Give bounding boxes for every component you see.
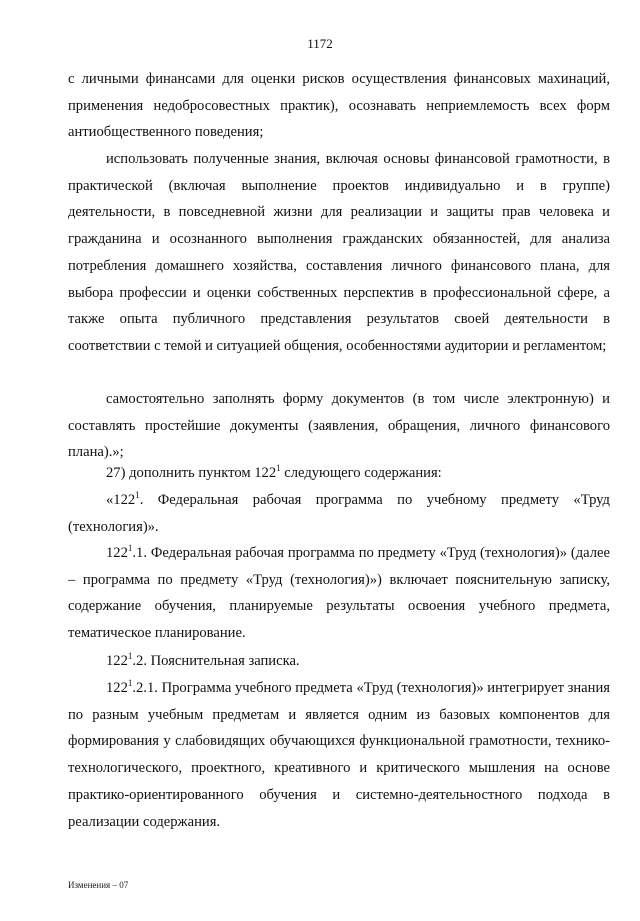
- paragraph-1: с личными финансами для оценки рисков осуществления финансовых махинаций, применения недобросовестных практик), осознавать неприемлемость всех форм антиобщественного поведения;: [68, 71, 610, 141]
- paragraph-3: самостоятельно заполнять форму документов (в том числе электронную) и составлять простейшие документы (заявления, обращения, личного финансового плана).»;: [68, 391, 610, 461]
- text-segment: .2. Пояснительная записка.: [132, 653, 300, 669]
- text-segment: 27) дополнить пунктом 122: [106, 465, 277, 481]
- text-segment: следующего содержания:: [280, 465, 442, 481]
- superscript: 1: [127, 678, 133, 689]
- paragraph-section-title: [68, 487, 610, 540]
- text-segment: 122: [106, 653, 128, 669]
- paragraph-2: использовать полученные знания, включая основы финансовой грамотности, в практической (включая выполнение проектов индивидуально и в группе) деятельности, в повседневной жизни для реализации и защиты прав человека и гражданина и осознанного выполнения гражданских обязанностей, для анализа потребления домашнего хозяйства, составления личного финансового плана, для выбора профессии и оценки собственных перспектив в профессиональной сфере, а также опыта публичного представления результатов своей деятельности в соответствии с темой и ситуацией общения, особенностями аудитории и регламентом;: [68, 151, 610, 354]
- page-number: 1172: [307, 36, 333, 51]
- paragraph-section-2-1: [68, 675, 610, 835]
- superscript: 1: [276, 463, 281, 474]
- paragraph-section-2: [68, 648, 610, 675]
- text-segment: 122: [106, 545, 128, 561]
- text-segment: «122: [106, 492, 136, 508]
- text-segment: . Федеральная рабочая программа по учебному предмету «Труд (технология)».: [68, 492, 610, 535]
- superscript: 1: [127, 543, 133, 554]
- paragraph-amendment-27: [68, 460, 610, 487]
- footer-revision: Изменения – 07: [68, 880, 129, 890]
- superscript: 1: [135, 490, 140, 501]
- superscript: 1: [127, 651, 133, 662]
- paragraph-section-1: [68, 540, 610, 647]
- text-segment: .1. Федеральная рабочая программа по предмету «Труд (технология)» (далее – программа по предмету «Труд (технология)») включает пояснительную записку, содержание обучения, планируемые результаты освоения учебного предмета, тематическое планирование.: [68, 545, 610, 642]
- text-segment: 122: [106, 680, 128, 696]
- text-segment: .2.1. Программа учебного предмета «Труд (технология)» интегрирует знания по разным учебным предметам и является одним из базовых компонентов для формирования у слабовидящих обучающихся функциональной грамотности, технико-технологического, проектного, креативного и критического мышления на основе практико-ориентированного обучения и системно-деятельностного подхода в реализации содержания.: [68, 680, 610, 830]
